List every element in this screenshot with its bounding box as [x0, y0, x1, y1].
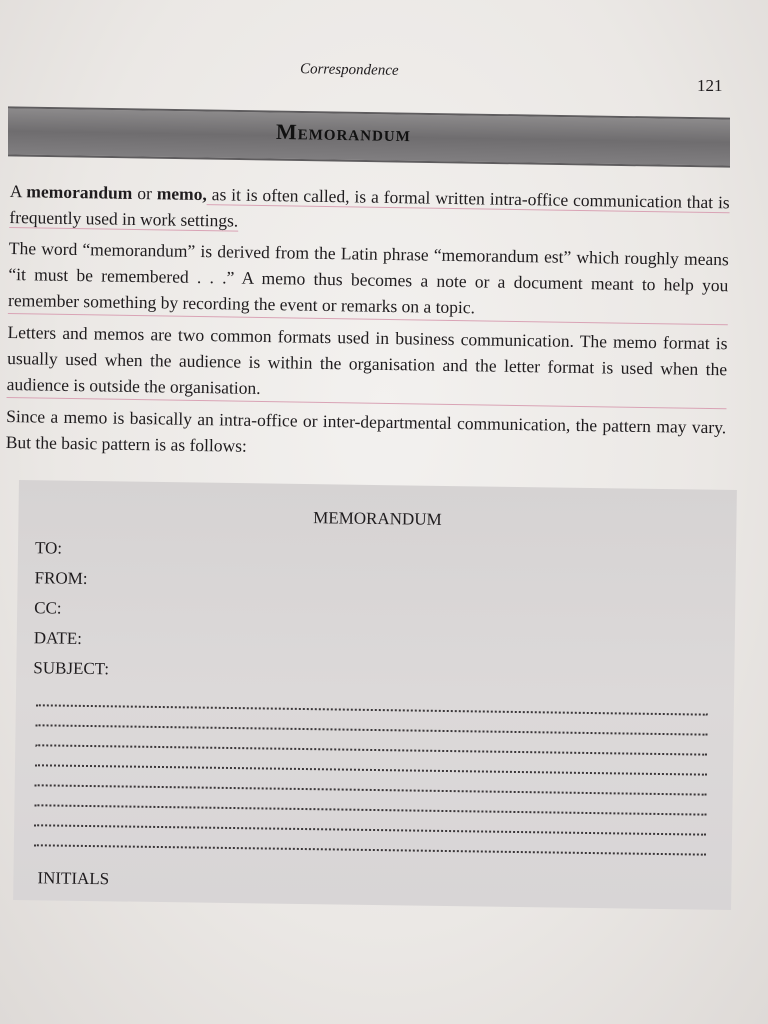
- memo-field-from: FROM:: [34, 568, 88, 588]
- dotted-line: [34, 844, 706, 855]
- dotted-line: [34, 804, 706, 815]
- paragraph-2: The word “memorandum” is derived from the Latin phrase “memorandum est” which roughly means “it must be remembered . . .” A memo thus becomes a note or a document meant to help you remember something by recording the event or remarks on a topic.: [8, 235, 729, 325]
- section-title: Memorandum: [275, 118, 412, 147]
- paragraph-3: Letters and memos are two common formats used in business communication. The memo format is usually used when the audience is within the organisation and the letter format is used when the audience is outside the organisation.: [7, 319, 728, 409]
- memo-template-box: [13, 480, 737, 910]
- dotted-line: [35, 744, 707, 755]
- dotted-line: [36, 704, 708, 715]
- memo-field-cc: CC:: [34, 598, 62, 618]
- p1-lead: A: [9, 180, 27, 202]
- dotted-line: [36, 724, 708, 735]
- dotted-line: [34, 824, 706, 835]
- running-head: Correspondence: [299, 61, 399, 79]
- memo-field-subject: SUBJECT:: [33, 658, 110, 679]
- page-number: 121: [697, 76, 723, 95]
- term-memorandum: memorandum: [26, 181, 133, 203]
- p1-mid: or: [132, 182, 157, 204]
- memo-initials: INITIALS: [37, 868, 110, 889]
- memo-field-to: TO:: [34, 538, 63, 558]
- dotted-line: [35, 764, 707, 775]
- term-memo: memo,: [156, 183, 208, 205]
- memo-heading: MEMORANDUM: [313, 508, 442, 529]
- dotted-line: [35, 784, 707, 795]
- paragraph-1: [9, 178, 730, 241]
- body-text: [6, 178, 730, 471]
- memo-field-date: DATE:: [33, 628, 83, 648]
- paragraph-4: Since a memo is basically an intra-office or inter-departmental communication, the pattern may vary. But the basic pattern is as follows:: [5, 405, 727, 456]
- p1-rest: as it is often called, is a formal written intra-office communication that is frequently used in work settings.: [9, 184, 730, 231]
